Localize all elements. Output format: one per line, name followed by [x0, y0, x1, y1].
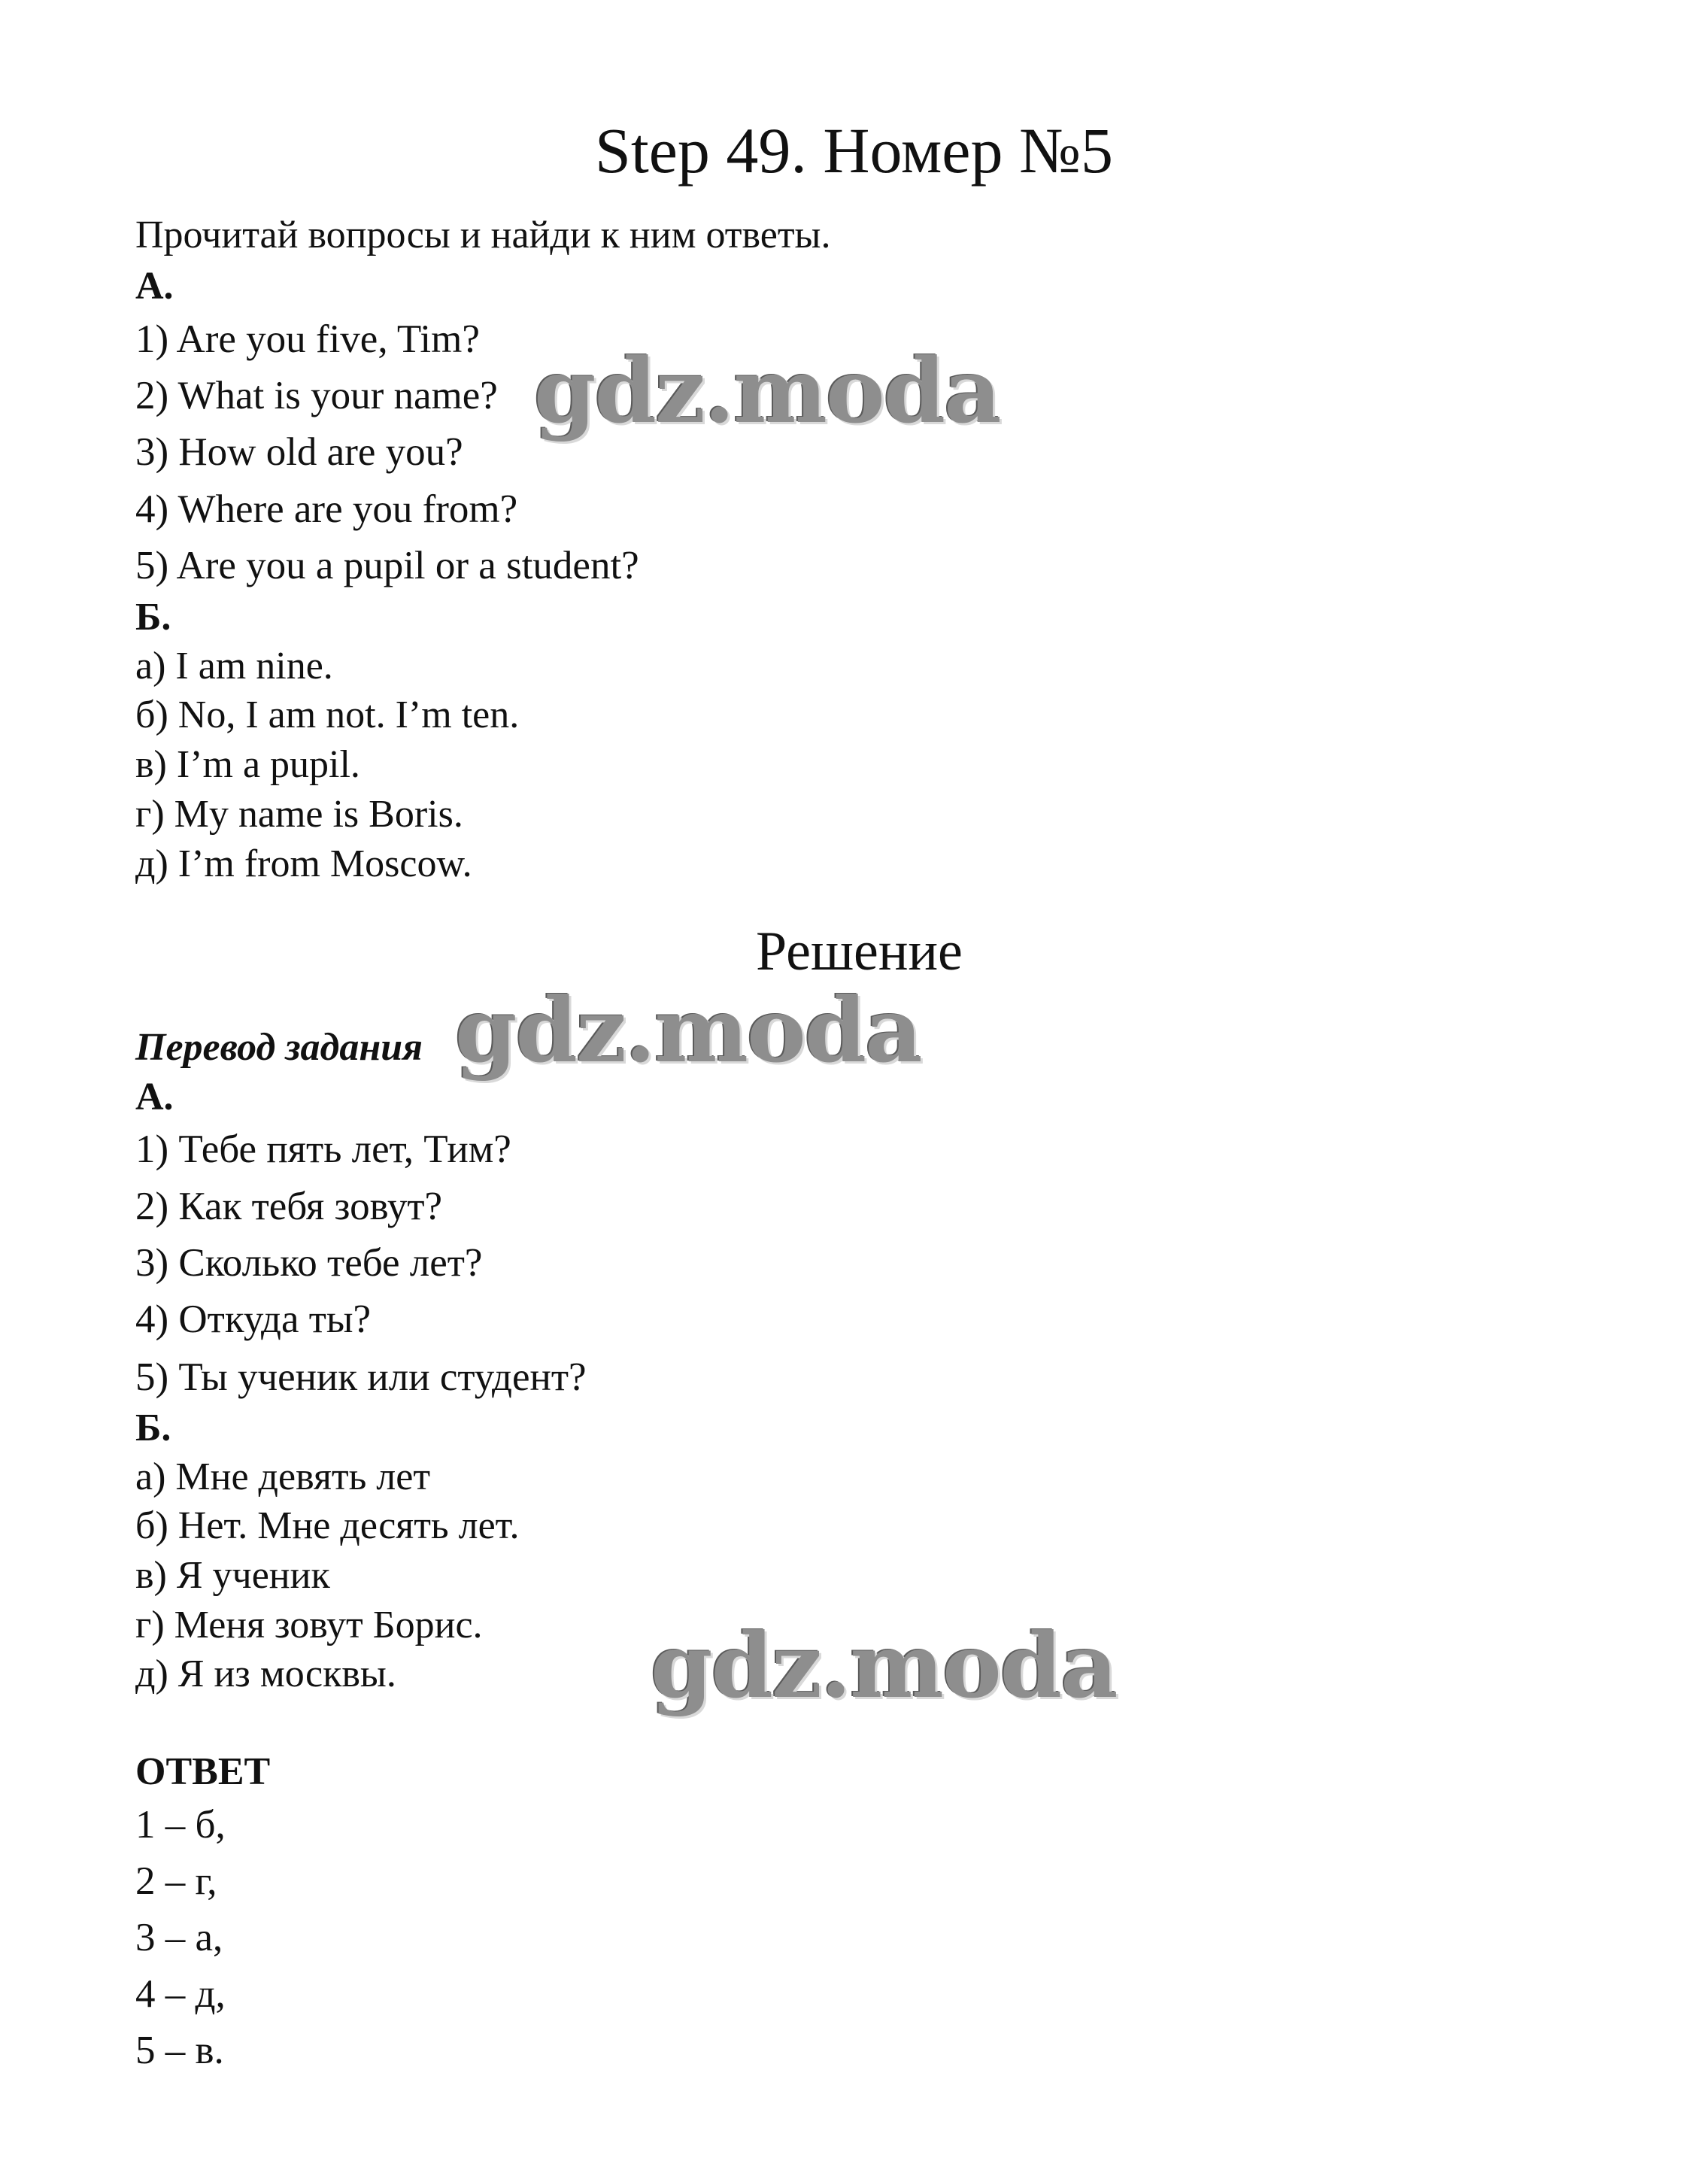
solution-question-4: 4) Откуда ты?	[135, 1297, 372, 1341]
task-answer-g: г) My name is Boris.	[135, 793, 463, 836]
task-question-5: 5) Are you a pupil or a student?	[135, 544, 639, 587]
solution-question-5: 5) Ты ученик или студент?	[135, 1355, 587, 1399]
solution-answer-a: а) Мне девять лет	[135, 1455, 431, 1498]
task-question-4: 4) Where are you from?	[135, 487, 518, 531]
task-question-2: 2) What is your name?	[135, 374, 498, 417]
solution-heading: Решение	[756, 921, 963, 982]
answer-pair-4: 4 – д,	[135, 1972, 226, 2016]
instruction: Прочитай вопросы и найди к ним ответы.	[135, 214, 831, 256]
solution-answer-b: б) Нет. Мне десять лет.	[135, 1504, 520, 1547]
answer-pair-2: 2 – г,	[135, 1859, 217, 1903]
answer-pair-5: 5 – в.	[135, 2029, 224, 2072]
solution-question-2: 2) Как тебя зовут?	[135, 1185, 443, 1228]
translation-heading: Перевод задания	[135, 1026, 423, 1069]
task-section-b-label: Б.	[135, 596, 171, 639]
solution-answer-v: в) Я ученик	[135, 1554, 330, 1597]
watermark-logo: gdz.moda	[651, 1613, 1117, 1718]
task-question-3: 3) How old are you?	[135, 430, 463, 474]
watermark-logo: gdz.moda	[534, 338, 1000, 443]
watermark-logo: gdz.moda	[455, 978, 921, 1082]
answer-heading: ОТВЕТ	[135, 1750, 271, 1793]
solution-answer-d: д) Я из москвы.	[135, 1652, 396, 1695]
solution-question-3: 3) Сколько тебе лет?	[135, 1241, 483, 1285]
task-answer-a: а) I am nine.	[135, 645, 333, 687]
task-section-a-label: А.	[135, 265, 174, 308]
answer-pair-1: 1 – б,	[135, 1803, 226, 1847]
task-answer-d: д) I’m from Moscow.	[135, 842, 472, 885]
solution-question-1: 1) Тебе пять лет, Тим?	[135, 1127, 511, 1171]
answer-pair-3: 3 – а,	[135, 1916, 223, 1959]
task-answer-b: б) No, I am not. I’m ten.	[135, 693, 520, 736]
solution-section-b-label: Б.	[135, 1407, 171, 1449]
page-title: Step 49. Номер №5	[594, 114, 1113, 187]
task-answer-v: в) I’m a pupil.	[135, 743, 360, 786]
solution-section-a-label: А.	[135, 1076, 174, 1118]
solution-answer-g: г) Меня зовут Борис.	[135, 1604, 483, 1646]
task-question-1: 1) Are you five, Tim?	[135, 317, 480, 361]
